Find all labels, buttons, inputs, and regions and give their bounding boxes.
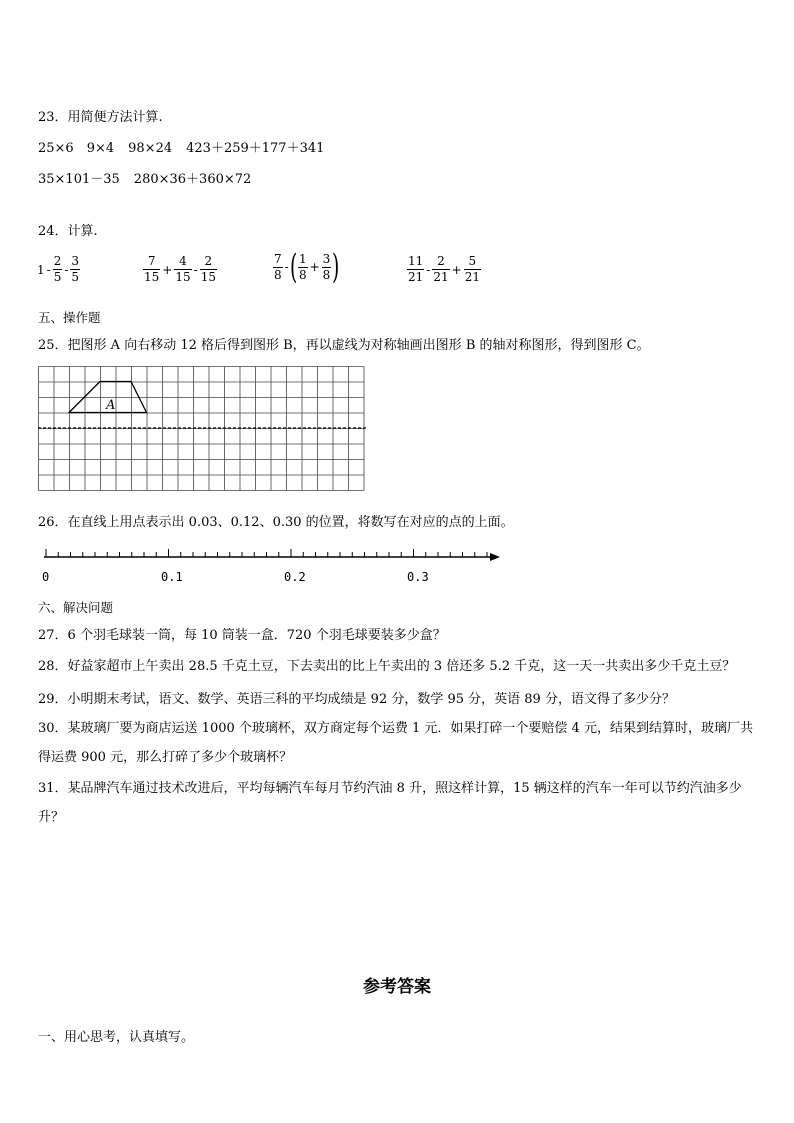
answers-heading: 参考答案 (363, 977, 431, 997)
shape-a-label: A (106, 398, 116, 413)
fraction: $\frac{5}{21}$ (464, 254, 480, 284)
q24-expr-1 (36, 254, 81, 285)
number-line-arrow (490, 553, 500, 561)
q23-row2 (38, 168, 265, 187)
operator: + (162, 262, 173, 277)
q23-expr: 35×101－35 (38, 172, 120, 187)
q23-expr: 25×6 9×4 (38, 141, 115, 156)
number-line (38, 540, 508, 588)
fraction: $\frac{3}{8}$ (322, 251, 331, 282)
answers-section-1: 一、用心思考，认真填写。 (38, 1030, 195, 1045)
fraction: $\frac{1}{8}$ (298, 251, 307, 282)
number: 1 (37, 262, 45, 277)
fraction: $\frac{2}{5}$ (53, 254, 62, 284)
q31: 31．某品牌汽车通过技术改进后，平均每辆汽车每月节约汽油 8 升，照这样计算，15 辆这样的汽车一年可以节约汽油多少升？ (38, 781, 742, 825)
operator: - (64, 262, 69, 277)
fraction: $\frac{7}{15}$ (144, 254, 160, 284)
q24-expr-3 (272, 247, 340, 287)
section-6-heading: 六、解决问题 (38, 600, 114, 615)
operator: + (451, 262, 462, 277)
q30: 30．某玻璃厂要为商店运送 1000 个玻璃杯，双方商定每个运费 1 元．如果打碎一个要赔偿 4 元，结果到结算时，玻璃厂共得运费 900 元，那么打碎了多少个玻璃杯？ (38, 721, 753, 765)
section-5-heading: 五、操作题 (38, 310, 101, 325)
operator: - (193, 262, 198, 277)
q29: 29．小明期末考试，语文、数学、英语三科的平均成绩是 92 分，数学 95 分，英语 89 分，语文得了多少分？ (38, 692, 675, 707)
operator: - (46, 262, 51, 277)
operator: - (284, 260, 289, 274)
q23-expr: 423＋259＋177＋341 (186, 141, 325, 156)
q23-expr: 280×36＋360×72 (133, 172, 252, 187)
fraction: $\frac{4}{15}$ (175, 254, 191, 284)
q27: 27．6 个羽毛球装一筒，每 10 筒装一盒．720 个羽毛球要装多少盒？ (38, 628, 446, 643)
left-paren: ( (289, 247, 297, 287)
fraction: $\frac{3}{5}$ (71, 254, 80, 284)
tick-label-0.2: 0.2 (284, 570, 306, 584)
q23-expr: 98×24 (128, 141, 173, 156)
right-paren: ) (332, 247, 340, 287)
fraction: $\frac{2}{21}$ (433, 254, 449, 284)
grid-figure (38, 366, 368, 494)
q28: 28．好益家超市上午卖出 28.5 千克土豆，下去卖出的比上午卖出的 3 倍还多 5.2 千克，这一天一共卖出多少千克土豆？ (38, 659, 736, 674)
q24-expr-4 (406, 254, 482, 285)
operator: + (309, 260, 320, 274)
fraction: $\frac{2}{15}$ (200, 254, 216, 284)
q23-title: 23．用简便方法计算. (38, 110, 163, 125)
operator: - (426, 262, 431, 277)
tick-label-0.1: 0.1 (161, 570, 183, 584)
q23-row1 (38, 137, 338, 156)
q25-title: 25．把图形 A 向右移动 12 格后得到图形 B，再以虚线为对称轴画出图形 B 的轴对称图形，得到图形 C。 (38, 338, 650, 353)
q24-title: 24．计算. (38, 224, 98, 239)
q24-expr-2 (142, 254, 218, 285)
q26-title: 26．在直线上用点表示出 0.03、0.12、0.30 的位置，将数写在对应的点的上面。 (38, 515, 514, 530)
fraction: $\frac{7}{8}$ (274, 251, 282, 282)
tick-label-0.3: 0.3 (407, 570, 429, 584)
fraction: $\frac{11}{21}$ (408, 254, 424, 284)
tick-label-0: 0 (42, 570, 50, 584)
